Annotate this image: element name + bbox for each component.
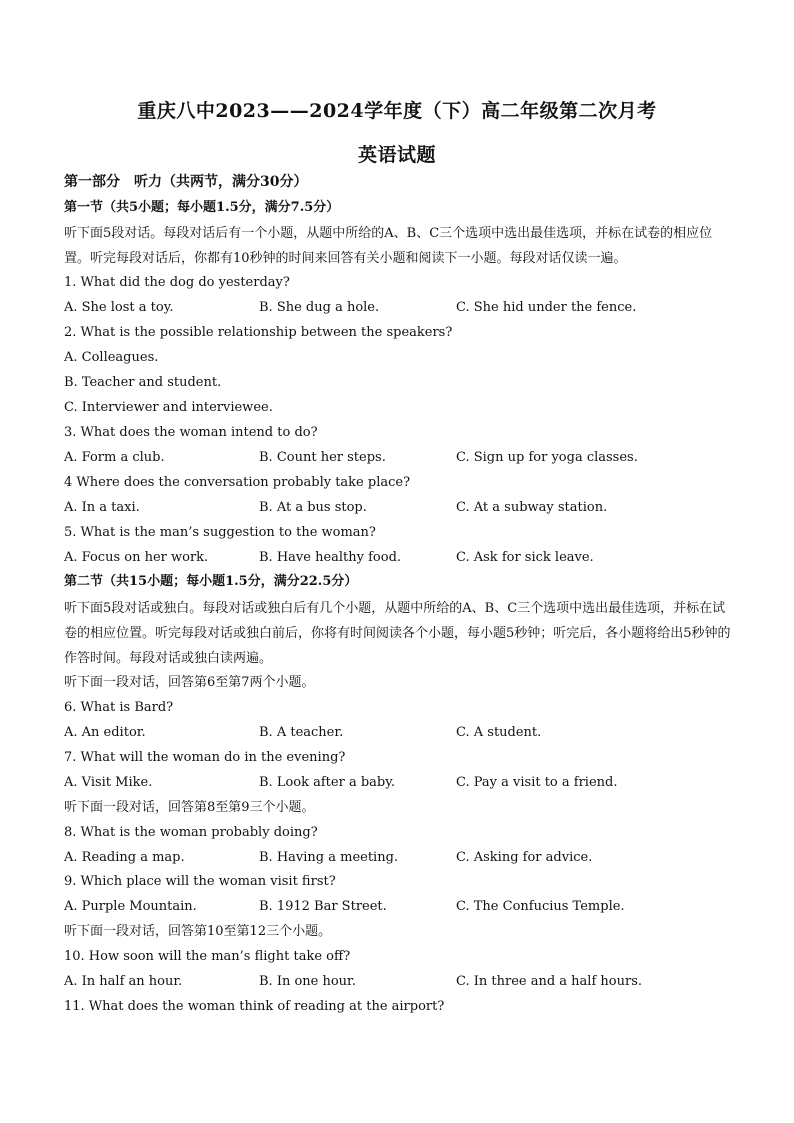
dialogue-intro: 听下面一段对话，回答第8至第9三个小题。 — [64, 800, 315, 815]
option-a: A. Focus on her work. — [64, 550, 209, 565]
section1-heading: 第一节（共5小题；每小题1.5分，满分7.5分） — [64, 200, 340, 215]
question-stem: 2. What is the possible relationship between the speakers? — [64, 325, 453, 340]
option-a: A. Purple Mountain. — [64, 899, 197, 914]
option-c: C. Sign up for yoga classes. — [456, 450, 638, 465]
options-row — [64, 450, 732, 466]
question-stem: 6. What is Bard? — [64, 700, 174, 715]
options-row — [64, 899, 732, 915]
option-a: A. In a taxi. — [64, 500, 140, 515]
section2-heading: 第二节（共15小题；每小题1.5分，满分22.5分） — [64, 574, 358, 589]
option-b: B. A teacher. — [259, 725, 344, 740]
question-stem: 8. What is the woman probably doing? — [64, 825, 318, 840]
options-row — [64, 550, 732, 566]
option-c: C. Ask for sick leave. — [456, 550, 594, 565]
section2-instruction: 听下面5段对话或独白。每段对话或独白后有几个小题，从题中所给的A、B、C三个选项中选出最佳选项，并标在试卷的相应位置。听完每段对话或独白前后，你将有时间阅读各个小题，每小题5秒钟；听完后，各小题将给出5秒钟的作答时间。每段对话或独白读两遍。 — [64, 601, 731, 666]
option-c: C. In three and a half hours. — [456, 974, 642, 989]
question-stem: 7. What will the woman do in the evening? — [64, 750, 346, 765]
option-b: B. Teacher and student. — [64, 375, 222, 390]
exam-title: 重庆八中2023——2024学年度（下）高二年级第二次月考 — [137, 100, 657, 122]
options-row — [64, 725, 732, 741]
option-a: A. In half an hour. — [64, 974, 183, 989]
options-row — [64, 974, 732, 990]
section1-instruction: 听下面5段对话。每段对话后有一个小题，从题中所给的A、B、C三个选项中选出最佳选项，并标在试卷的相应位置。听完每段对话后，你都有10秒钟的时间来回答有关小题和阅读下一小题。每段对话仅读一遍。 — [64, 226, 713, 266]
options-row — [64, 775, 732, 791]
option-c: C. At a subway station. — [456, 500, 608, 515]
option-b: B. At a bus stop. — [259, 500, 367, 515]
option-c: C. Interviewer and interviewee. — [64, 400, 273, 415]
option-c: C. She hid under the fence. — [456, 300, 637, 315]
dialogue-intro: 听下面一段对话，回答第10至第12三个小题。 — [64, 924, 332, 939]
question-stem: 4 Where does the conversation probably take place? — [64, 475, 411, 490]
option-c: C. A student. — [456, 725, 542, 740]
option-a: A. Visit Mike. — [64, 775, 153, 790]
question-stem: 10. How soon will the man’s flight take off? — [64, 949, 351, 964]
exam-subtitle: 英语试题 — [357, 144, 436, 166]
option-b: B. Look after a baby. — [259, 775, 395, 790]
option-b: B. She dug a hole. — [259, 300, 380, 315]
option-b: B. 1912 Bar Street. — [259, 899, 387, 914]
question-stem: 9. Which place will the woman visit first? — [64, 874, 336, 889]
option-a: A. Colleagues. — [64, 350, 159, 365]
options-row — [64, 300, 732, 316]
option-a: A. Form a club. — [64, 450, 165, 465]
part1-title: 第一部分 听力（共两节，满分30分） — [64, 174, 308, 190]
option-c: C. Asking for advice. — [456, 850, 593, 865]
option-b: B. Count her steps. — [259, 450, 386, 465]
option-b: B. Having a meeting. — [259, 850, 399, 865]
option-b: B. Have healthy food. — [259, 550, 402, 565]
options-row — [64, 500, 732, 516]
dialogue-intro: 听下面一段对话，回答第6至第7两个小题。 — [64, 675, 315, 690]
option-c: C. The Confucius Temple. — [456, 899, 625, 914]
question-stem: 1. What did the dog do yesterday? — [64, 275, 290, 290]
option-a: A. Reading a map. — [64, 850, 185, 865]
question-stem: 3. What does the woman intend to do? — [64, 425, 318, 440]
option-a: A. She lost a toy. — [64, 300, 174, 315]
option-a: A. An editor. — [64, 725, 146, 740]
option-b: B. In one hour. — [259, 974, 356, 989]
option-c: C. Pay a visit to a friend. — [456, 775, 618, 790]
options-row — [64, 850, 732, 866]
question-stem: 11. What does the woman think of reading at the airport? — [64, 999, 445, 1014]
question-stem: 5. What is the man’s suggestion to the woman? — [64, 525, 376, 540]
